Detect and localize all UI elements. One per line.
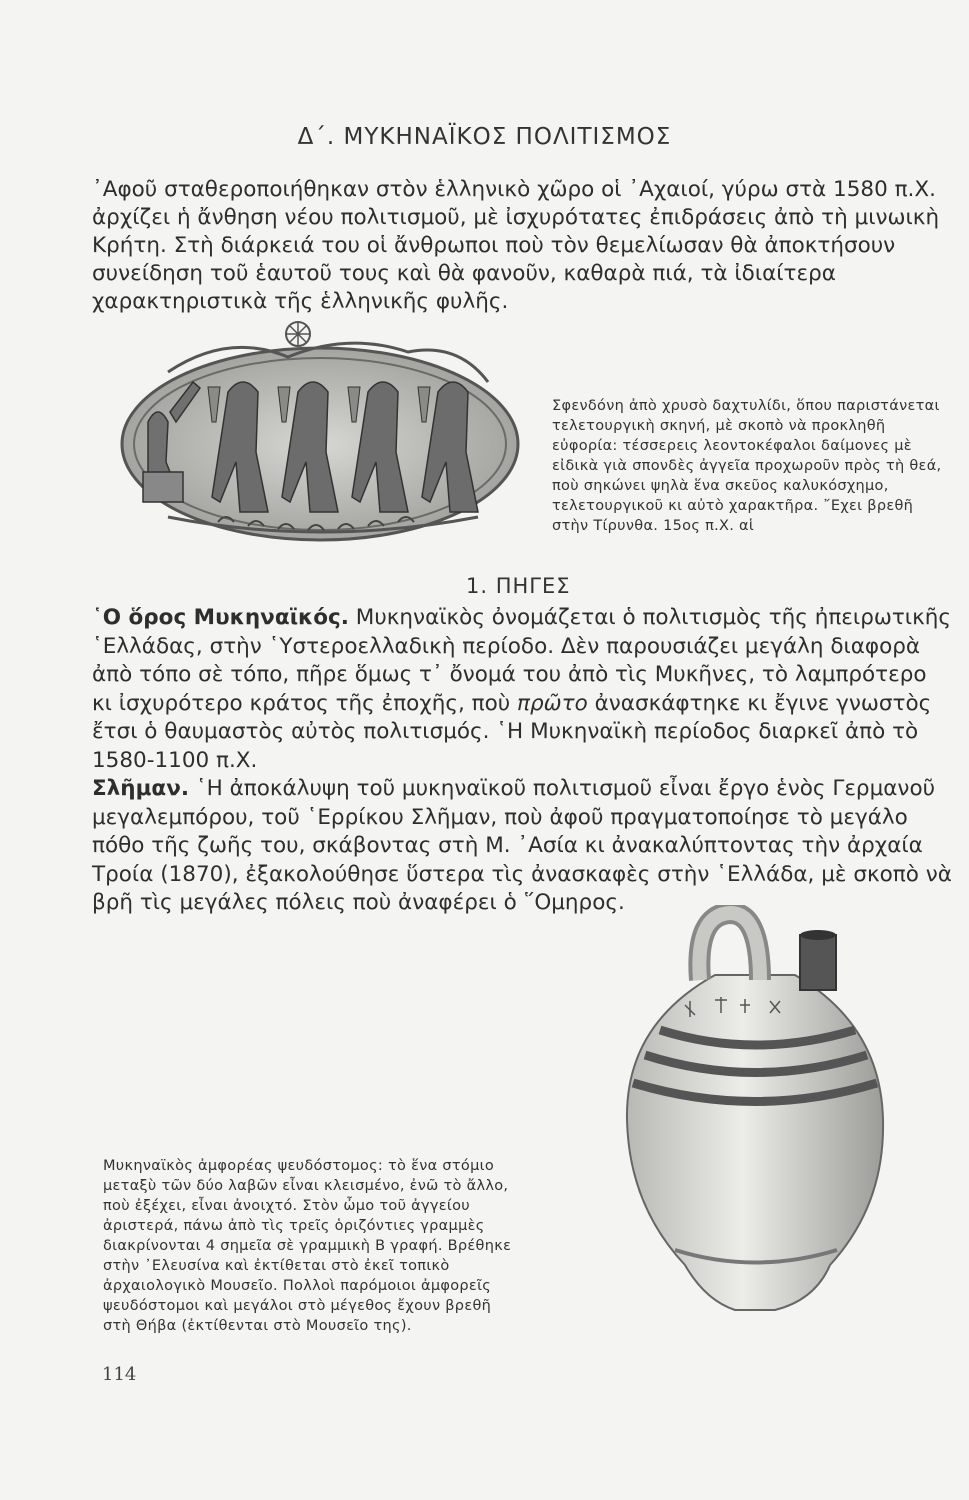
schliemann-heading: Σλῆμαν. [92, 776, 190, 801]
stirrup-jar-image [605, 905, 905, 1320]
chapter-title: Δ΄. ΜΥΚΗΝΑΪΚΟΣ ΠΟΛΙΤΙΣΜΟΣ [297, 124, 672, 150]
section-heading: 1. ΠΗΓΕΣ [466, 574, 571, 598]
body-text [92, 604, 952, 918]
jar-caption: Μυκηναϊκὸς ἀμφορέας ψευδόστομος: τὸ ἕνα στόμιο μεταξὺ τῶν δύο λαβῶν εἶναι κλεισμένο, ἐνῶ τὸ ἄλλο, ποὺ ἐξέχει, εἶναι ἀνοιχτό. Στὸν ὦμο τοῦ ἀγγείου ἀριστερά, πάνω ἀπὸ τὶς τρεῖς ὁριζόντιες γραμμὲς διακρίνονται 4 σημεῖα σὲ γραμμικὴ Β γραφή. Βρέθηκε στὴν ᾿Ελευσίνα καὶ ἐκτίθεται στὸ ἐκεῖ τοπικὸ ἀρχαιολογικὸ Μουσεῖο. Πολλοὶ παρόμοιοι ἀμφορεῖς ψευδόστομοι καὶ μεγάλοι στὸ μέγεθος ἔχουν βρεθῆ στὴ Θήβα (ἐκτίθενται στὸ Μουσεῖο της). [103, 1158, 512, 1334]
schliemann-paragraph [92, 775, 952, 918]
term-paragraph [92, 604, 952, 775]
term-text-part1: Μυκηναϊκὸς ὀνομάζεται ὁ πολιτισμὸς τῆς ἠπειρωτικῆς ῾Ελλάδας, στὴν ῾Υστεροελλαδικὴ περίοδο. Δὲν παρουσιάζει μεγάλη διαφορὰ ἀπὸ τόπο σὲ τόπο, πῆρε ὅμως τ᾿ ὄνομά του ἀπὸ τὶς Μυκῆνες, τὸ λαμπρότερο κι ἰσχυρότερο κράτος τῆς ἐποχῆς, ποὺ [92, 605, 951, 716]
schliemann-text: ῾Η ἀποκάλυψη τοῦ μυκηναϊκοῦ πολιτισμοῦ εἶναι ἔργο ἑνὸς Γερμανοῦ μεγαλεμπόρου, τοῦ ῾Ερρίκου Σλῆμαν, ποὺ ἀφοῦ πραγματοποίησε τὸ μεγάλο πόθο τῆς ζωῆς του, σκάβοντας στὴ Μ. ᾿Ασία κι ἀνακαλύπτοντας τὴν ἀρχαία Τροία (1870), ἐξακολούθησε ὕστερα τὶς ἀνασκαφὲς στὴν ῾Ελλάδα, μὲ σκοπὸ νὰ βρῆ τὶς μεγάλες πόλεις ποὺ ἀναφέρει ὁ ῞Ομηρος. [92, 776, 952, 915]
term-text-part2: ἀνασκάφτηκε κι ἔγινε γνωστὸς ἔτσι ὁ θαυμαστὸς αὐτὸς πολιτισμός. ῾Η Μυκηναϊκὴ περίοδος διαρκεῖ ἀπὸ τὸ 1580-1100 π.Χ. [92, 690, 932, 773]
term-heading: ῾Ο ὅρος Μυκηναϊκός. [92, 605, 349, 630]
term-text-emphasis: πρῶτο [517, 690, 588, 716]
intro-paragraph: ᾿Αφοῦ σταθεροποιήθηκαν στὸν ἑλληνικὸ χῶρο οἱ ᾿Αχαιοί, γύρω στὰ 1580 π.Χ. ἀρχίζει ἡ ἄνθηση νέου πολιτισμοῦ, μὲ ἰσχυρότατες ἐπιδράσεις ἀπὸ τὴ μινωικὴ Κρήτη. Στὴ διάρκειά του οἱ ἄνθρωποι ποὺ τὸν θεμελίωσαν θὰ ἀποκτήσουν συνείδηση τοῦ ἑαυτοῦ τους καὶ θὰ φανοῦν, καθαρὰ πιά, τὰ ἰδιαίτερα χαρακτηριστικὰ τῆς ἑλληνικῆς φυλῆς. [92, 177, 940, 314]
seal-caption: Σφενδόνη ἀπὸ χρυσὸ δαχτυλίδι, ὅπου παριστάνεται τελετουργικὴ σκηνή, μὲ σκοπὸ νὰ προκληθῆ εὐφορία: τέσσερεις λεοντοκέφαλοι δαίμονες μὲ εἰδικὰ γιὰ σπονδὲς ἀγγεῖα προχωροῦν πρὸς τὴ θεά, ποὺ σηκώνει ψηλὰ ἕνα σκεῦος καλυκόσχημο, τελετουργικοῦ κι αὐτὸ χαρακτῆρα. ῎Εχει βρεθῆ στὴν Τίρυνθα. 15ος π.Χ. αἱ [552, 398, 942, 534]
gold-ring-seal-image [108, 312, 528, 550]
page-number: 114 [102, 1364, 137, 1385]
